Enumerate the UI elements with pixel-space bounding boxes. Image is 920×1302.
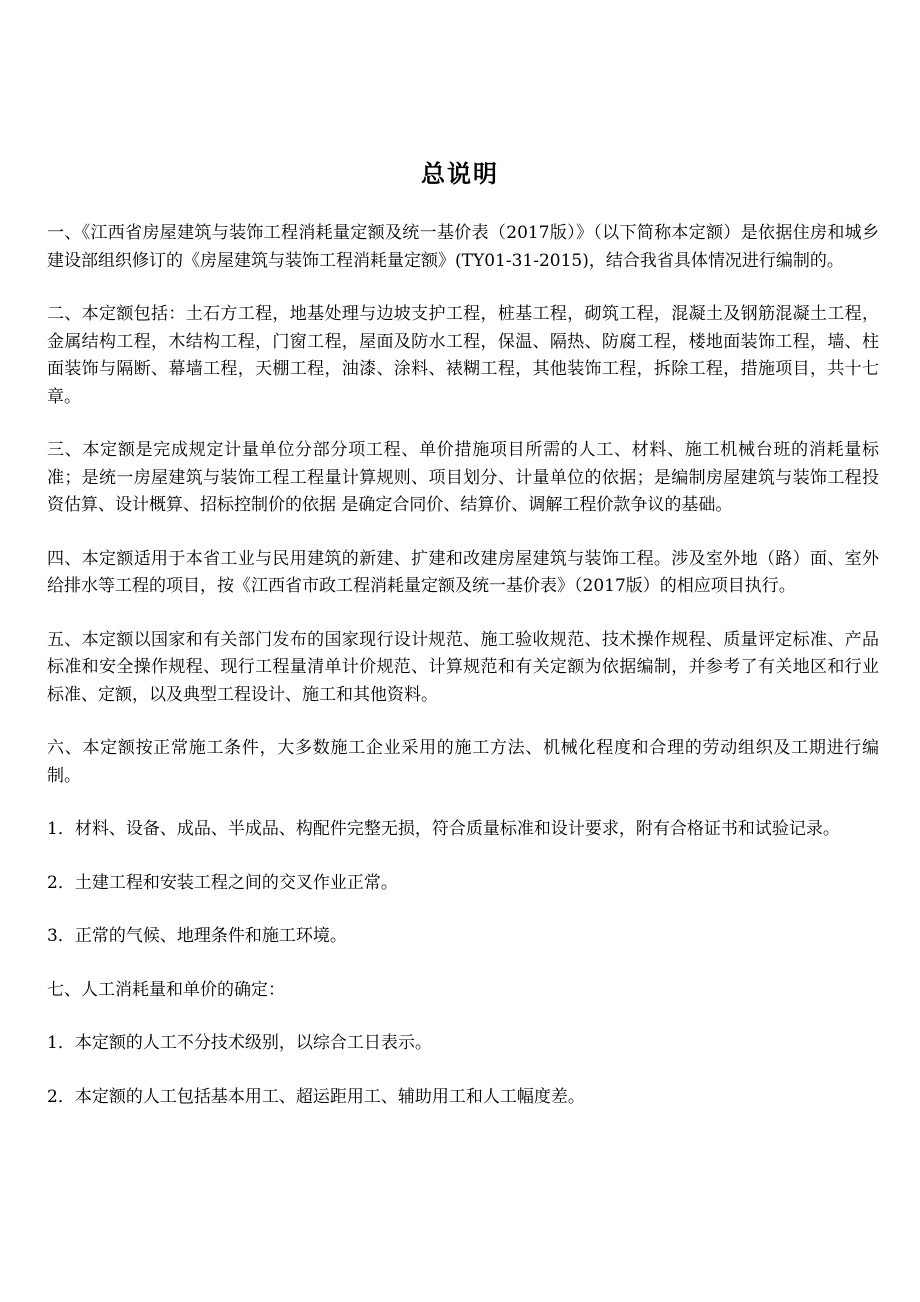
page-title: 总说明 <box>421 160 499 188</box>
document-body <box>47 220 879 1137</box>
paragraph-4: 四、本定额适用于本省工业与民用建筑的新建、扩建和改建房屋建筑与装饰工程。涉及室外地（路）面、室外给排水等工程的项目，按《江西省市政工程消耗量定额及统一基价表》（2017版）的相应项目执行。 <box>47 548 879 596</box>
paragraph-6-item-2: 2．土建工程和安装工程之间的交叉作业正常。 <box>47 872 398 893</box>
paragraph-7-item-1: 1．本定额的人工不分技术级别，以综合工日表示。 <box>47 1033 432 1053</box>
paragraph-7: 七、人工消耗量和单价的确定： <box>47 979 285 1000</box>
paragraph-3: 三、本定额是完成规定计量单位分部分项工程、单价措施项目所需的人工、材料、施工机械台班的消耗量标准；是统一房屋建筑与装饰工程工程量计算规则、项目划分、计量单位的依据；是编制房屋建筑与装饰工程投资估算、设计概算、招标控制价的依据 是确定合同价、结算价、调解工程价款争议的基础。 <box>47 440 879 515</box>
paragraph-5: 五、本定额以国家和有关部门发布的国家现行设计规范、施工验收规范、技术操作规程、质量评定标准、产品标准和安全操作规程、现行工程量清单计价规范、计算规范和有关定额为依据编制，并参考了有关地区和行业标准、定额，以及典型工程设计、施工和其他资料。 <box>47 629 879 705</box>
paragraph-7-item-2: 2．本定额的人工包括基本用工、超运距用工、辅助用工和人工幅度差。 <box>47 1086 585 1107</box>
paragraph-2: 二、本定额包括：土石方工程，地基处理与边坡支护工程，桩基工程，砌筑工程，混凝土及钢筋混凝土工程，金属结构工程，木结构工程，门窗工程，屋面及防水工程，保温、隔热、防腐工程，楼地面装饰工程，墙、柱面装饰与隔断、幕墙工程，天棚工程，油漆、涂料、裱糊工程，其他装饰工程，拆除工程，措施项目，共十七章。 <box>47 304 879 407</box>
paragraph-6-item-3: 3．正常的气候、地理条件和施工环境。 <box>47 926 347 946</box>
paragraph-6: 六、本定额按正常施工条件，大多数施工企业采用的施工方法、机械化程度和合理的劳动组织及工期进行编制。 <box>47 738 879 786</box>
paragraph-6-item-1: 1．材料、设备、成品、半成品、构配件完整无损，符合质量标准和设计要求，附有合格证书和试验记录。 <box>47 819 840 839</box>
paragraph-1: 一、《江西省房屋建筑与装饰工程消耗量定额及统一基价表（2017版）》（以下简称本定额）是依据住房和城乡建设部组织修订的《房屋建筑与装饰工程消耗量定额》(TY01-31-2015)，结合我省具体情况进行编制的。 <box>47 223 879 271</box>
